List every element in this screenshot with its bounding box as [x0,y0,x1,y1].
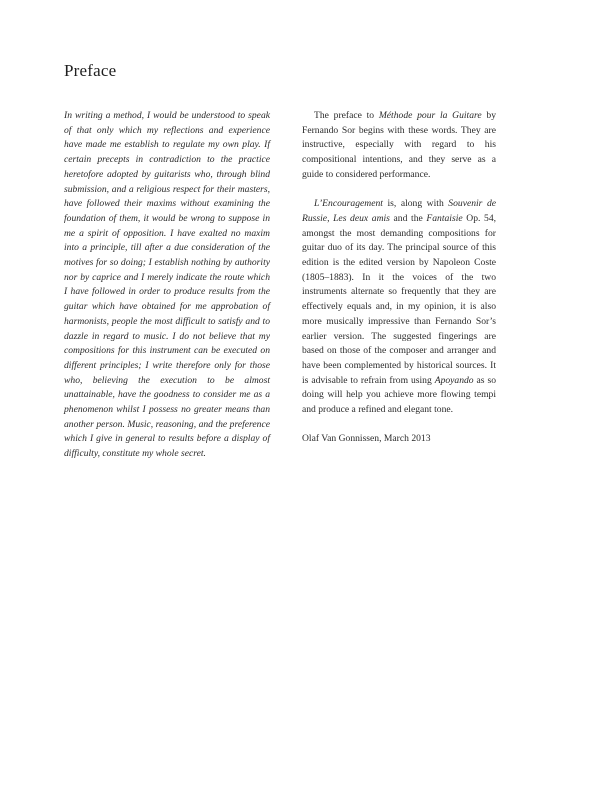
work-title: L’Encouragement [314,198,383,210]
intro-paragraph-1 [302,109,496,183]
text-span: is, along with [382,198,449,210]
text-span: Op. 54, amongst the most demanding compositions for guitar duo of its day. The principal source of this edition is the edited version by Napoleon Coste (1805–1883). In it the voices of the two instruments alternate so frequently that they are effectively equals and, in my opinion, it is also more musically impressive than Fernando Sor’s earlier version. The suggested fingerings are based on those of the composer and arranger and have been complemented by historical sources. It is advisable to refrain from using [302,212,497,386]
text-span: by Fernando Sor begins with these words. They are instructive, especially with regard to his compositional intentions, and they serve as a guide to considered performance. [302,110,497,180]
text-span: The preface to [314,110,379,121]
sor-quote-column [64,109,270,462]
work-title: Les deux amis [333,212,390,224]
text-span: as so doing will help you achieve more flowing tempi and produce a refined and elegant tone. [302,374,496,416]
intro-column [302,109,496,462]
text-span: and the [389,212,427,224]
work-title: Méthode pour la Guitare [378,110,482,121]
page-title: Preface [64,61,117,80]
sor-quote-paragraph: In writing a method, I would be understood to speak of that only which my reflections and experience have made me establish to regulate my own play. If certain precepts in contradiction to the practice heretofore adopted by guitarists who, through blind submission, and a religious respect for their masters, have followed their maxims without examining the foundation of them, it would be wrong to suppose in me a spirit of opposition. I have exalted no maxim into a principle, till after a due consideration of the motives for so doing; I establish nothing by authority nor by caprice and I merely indicate the route which I have followed in order to produce results from the guitar which have obtained for me approbation of harmonists, people the most difficult to satisfy and to dazzle in regard to music. I do not believe that my compositions for this instrument can be executed on different principles; I write therefore only for those who, believing the execution to be almost unattainable, have the goodness to consider me as a phenomenon whilst I possess no greater means than another person. Music, reasoning, and the preference which I give in general to results before a display of difficulty, constitute my whole secret. [64,110,270,460]
intro-paragraph-2 [302,197,496,418]
signature-line: Olaf Van Gonnissen, March 2013 [302,433,431,445]
work-title: Fantaisie [426,212,463,224]
technique-term: Apoyando [434,374,474,386]
text-span: , [327,212,334,224]
work-title: Souvenir de Russie [302,198,497,224]
